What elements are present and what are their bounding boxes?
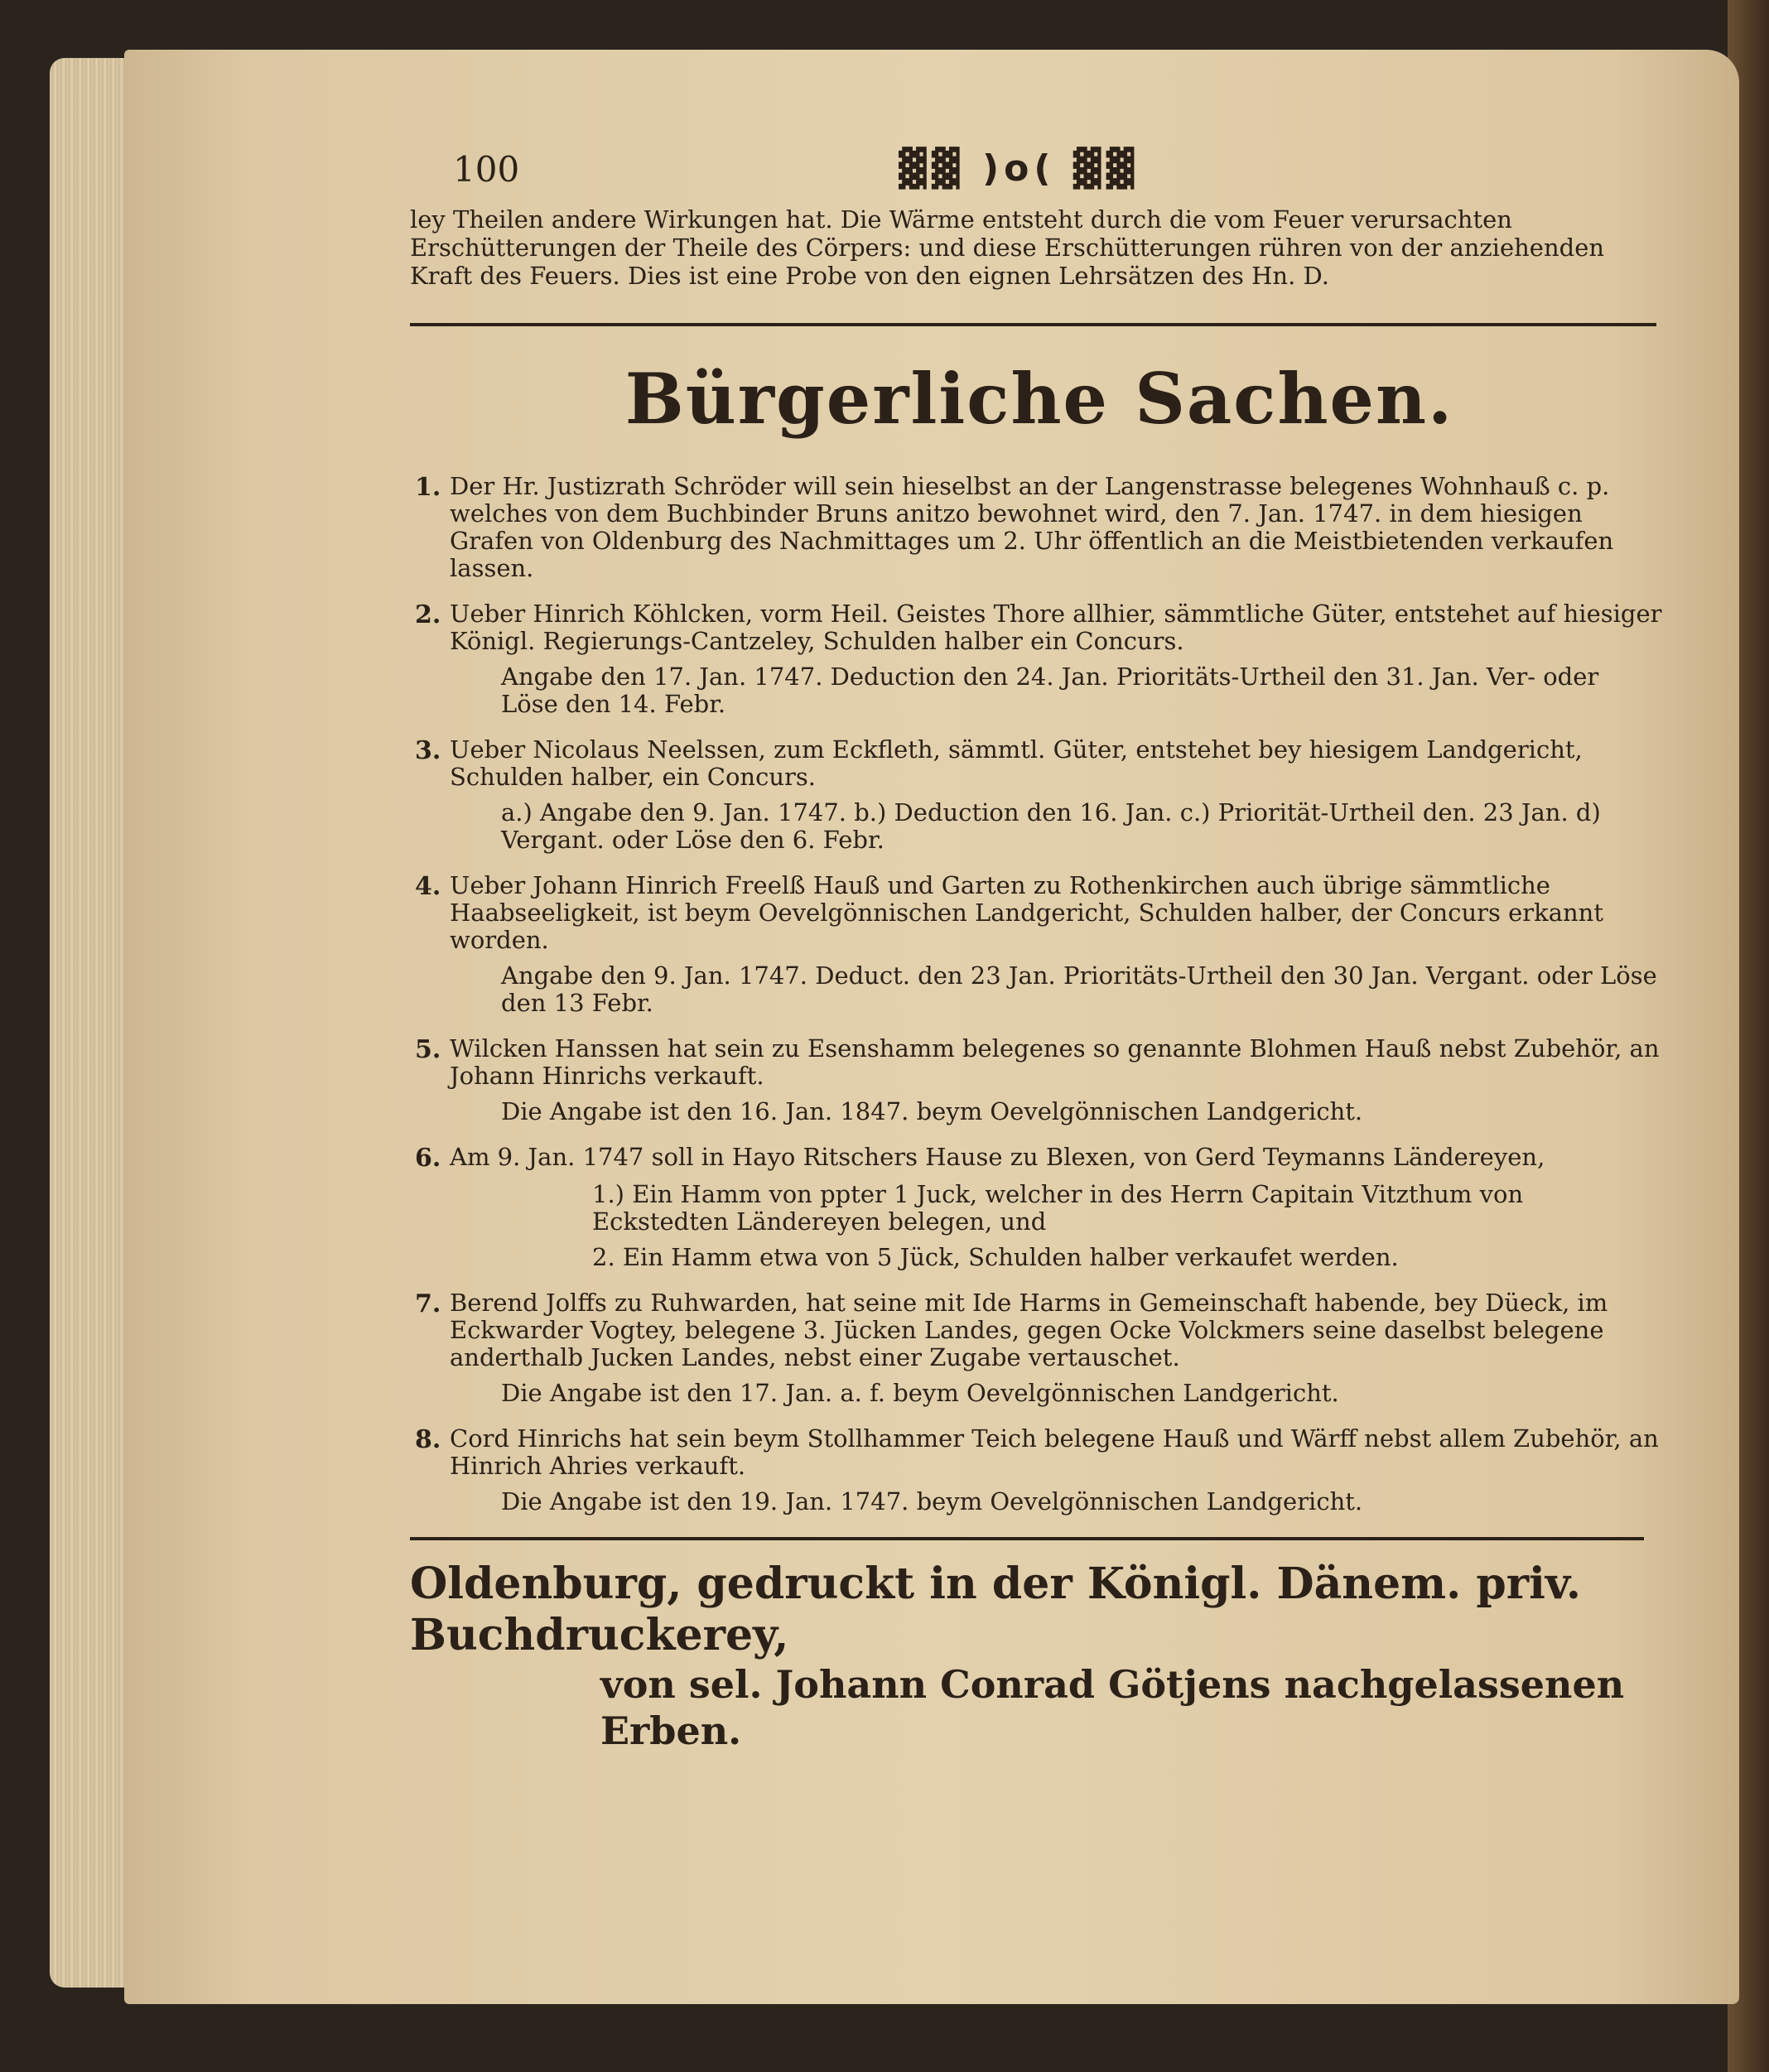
entry-detail: Angabe den 9. Jan. 1747. Deduct. den 23 Jan. Prioritäts-Urtheil den 30 Jan. Vergant. oder Löse den 13 Febr. bbox=[501, 961, 1657, 1017]
entry-detail: a.) Angabe den 9. Jan. 1747. b.) Deduction den 16. Jan. c.) Priorität-Urtheil den. 23 Jan. d) Vergant. oder Löse den 6. Febr. bbox=[501, 798, 1601, 854]
entry-row bbox=[410, 473, 1685, 582]
page-content bbox=[410, 141, 1685, 1754]
entry-row bbox=[410, 1144, 1685, 1173]
entry-number: 1. bbox=[415, 473, 441, 502]
entry-row bbox=[410, 1035, 1685, 1090]
entry-text: Wilcken Hanssen hat sein zu Esenshamm belegenes so genannte Blohmen Hauß nebst Zubehör, an Johann Hinrichs verkauft. bbox=[450, 1034, 1660, 1090]
imprint-line-2: von sel. Johann Conrad Götjens nachgelassenen Erben. bbox=[600, 1662, 1625, 1753]
entry-detail: Die Angabe ist den 19. Jan. 1747. beym Oevelgönnischen Landgericht. bbox=[501, 1487, 1363, 1515]
entry-text: Der Hr. Justizrath Schröder will sein hieselbst an der Langenstrasse belegenes Wohnhauß c. p. welches von dem Buchbinder Bruns anitzo bewohnet wird, den 7. Jan. 1747. in dem hiesigen Grafen von Oldenburg des Nachmittages um 2. Uhr öffentlich an die Meistbietenden verkaufen lassen. bbox=[450, 472, 1614, 582]
list-item bbox=[410, 1425, 1685, 1515]
entry-row bbox=[410, 600, 1685, 655]
header-ornament: ▓▓ )o( ▓▓ bbox=[899, 147, 1140, 190]
entry-row bbox=[410, 1289, 1685, 1371]
entry-body bbox=[450, 1425, 1663, 1480]
list-item bbox=[410, 1289, 1685, 1407]
entry-detail: Angabe den 17. Jan. 1747. Deduction den 24. Jan. Prioritäts-Urtheil den 31. Jan. Ver- oder Löse den 14. Febr. bbox=[501, 663, 1599, 718]
entry-text: Berend Jolffs zu Ruhwarden, hat seine mit Ide Harms in Gemeinschaft habende, bey Düeck, im Eckwarder Vogtey, belegene 3. Jücken Landes, gegen Ocke Volckmers seine daselbst belegene anderthalb Jucken Landes, nebst einer Zugabe vertauschet. bbox=[450, 1289, 1608, 1371]
entry-number: 4. bbox=[415, 872, 441, 901]
imprint-line-1: Oldenburg, gedruckt in der Königl. Dänem. priv. Buchdruckerey, bbox=[410, 1559, 1581, 1660]
entry-row bbox=[410, 736, 1685, 791]
entry-body bbox=[450, 1144, 1663, 1173]
entry-sub-item: 2. Ein Hamm etwa von 5 Jück, Schulden halber verkaufet werden. bbox=[592, 1243, 1399, 1271]
entry-number: 5. bbox=[415, 1035, 441, 1064]
entry-row bbox=[410, 872, 1685, 954]
entry-number: 7. bbox=[415, 1289, 441, 1318]
entries-list bbox=[410, 473, 1685, 1515]
list-item bbox=[410, 473, 1685, 582]
bottom-rule bbox=[410, 1537, 1644, 1540]
entry-text: Ueber Hinrich Köhlcken, vorm Heil. Geistes Thore allhier, sämmtliche Güter, entstehet auf hiesiger Königl. Regierungs-Cantzeley, Schulden halber ein Concurs. bbox=[450, 600, 1662, 655]
intro-paragraph: ley Theilen andere Wirkungen hat. Die Wärme entsteht durch die vom Feuer verursachten Erschütterungen der Theile des Cörpers: und diese Erschütterungen rühren von der anziehenden Kraft des Feuers. Dies ist eine Probe von den eignen Lehrsätzen des Hn. D. bbox=[410, 205, 1605, 290]
entry-detail: Die Angabe ist den 16. Jan. 1847. beym Oevelgönnischen Landgericht. bbox=[501, 1097, 1363, 1125]
entry-sub-item: 1.) Ein Hamm von ppter 1 Juck, welcher in des Herrn Capitain Vitzthum von Eckstedten Ländereyen belegen, und bbox=[592, 1180, 1524, 1236]
entry-number: 8. bbox=[415, 1425, 441, 1454]
entry-number: 3. bbox=[415, 736, 441, 765]
list-item bbox=[410, 1035, 1685, 1125]
entry-body bbox=[450, 600, 1663, 655]
entry-body bbox=[450, 1289, 1663, 1371]
entry-body bbox=[450, 872, 1663, 954]
entry-text: Ueber Johann Hinrich Freelß Hauß und Garten zu Rothenkirchen auch übrige sämmtliche Haabseeligkeit, ist beym Oevelgönnischen Landgericht, Schulden halber, der Concurs erkannt worden. bbox=[450, 871, 1603, 954]
entry-number: 2. bbox=[415, 600, 441, 629]
entry-row bbox=[410, 1425, 1685, 1480]
section-title: Bürgerliche Sachen. bbox=[624, 358, 1454, 440]
entry-detail: Die Angabe ist den 17. Jan. a. f. beym Oevelgönnischen Landgericht. bbox=[501, 1379, 1339, 1407]
entry-body bbox=[450, 473, 1663, 582]
page-number: 100 bbox=[453, 149, 520, 190]
entry-body bbox=[450, 736, 1663, 791]
running-header bbox=[410, 141, 1685, 199]
top-rule bbox=[410, 323, 1656, 326]
entry-number: 6. bbox=[415, 1144, 441, 1173]
entry-text: Cord Hinrichs hat sein beym Stollhammer Teich belegene Hauß und Wärff nebst allem Zubehör, an Hinrich Ahries verkauft. bbox=[450, 1424, 1659, 1480]
list-item bbox=[410, 1144, 1685, 1271]
entry-text: Am 9. Jan. 1747 soll in Hayo Ritschers Hause zu Blexen, von Gerd Teymanns Ländereyen, bbox=[450, 1143, 1545, 1171]
entry-body bbox=[450, 1035, 1663, 1090]
entry-text: Ueber Nicolaus Neelssen, zum Eckfleth, sämmtl. Güter, entstehet bey hiesigem Landgericht, Schulden halber, ein Concurs. bbox=[450, 735, 1583, 791]
list-item bbox=[410, 872, 1685, 1017]
list-item bbox=[410, 736, 1685, 854]
list-item bbox=[410, 600, 1685, 718]
